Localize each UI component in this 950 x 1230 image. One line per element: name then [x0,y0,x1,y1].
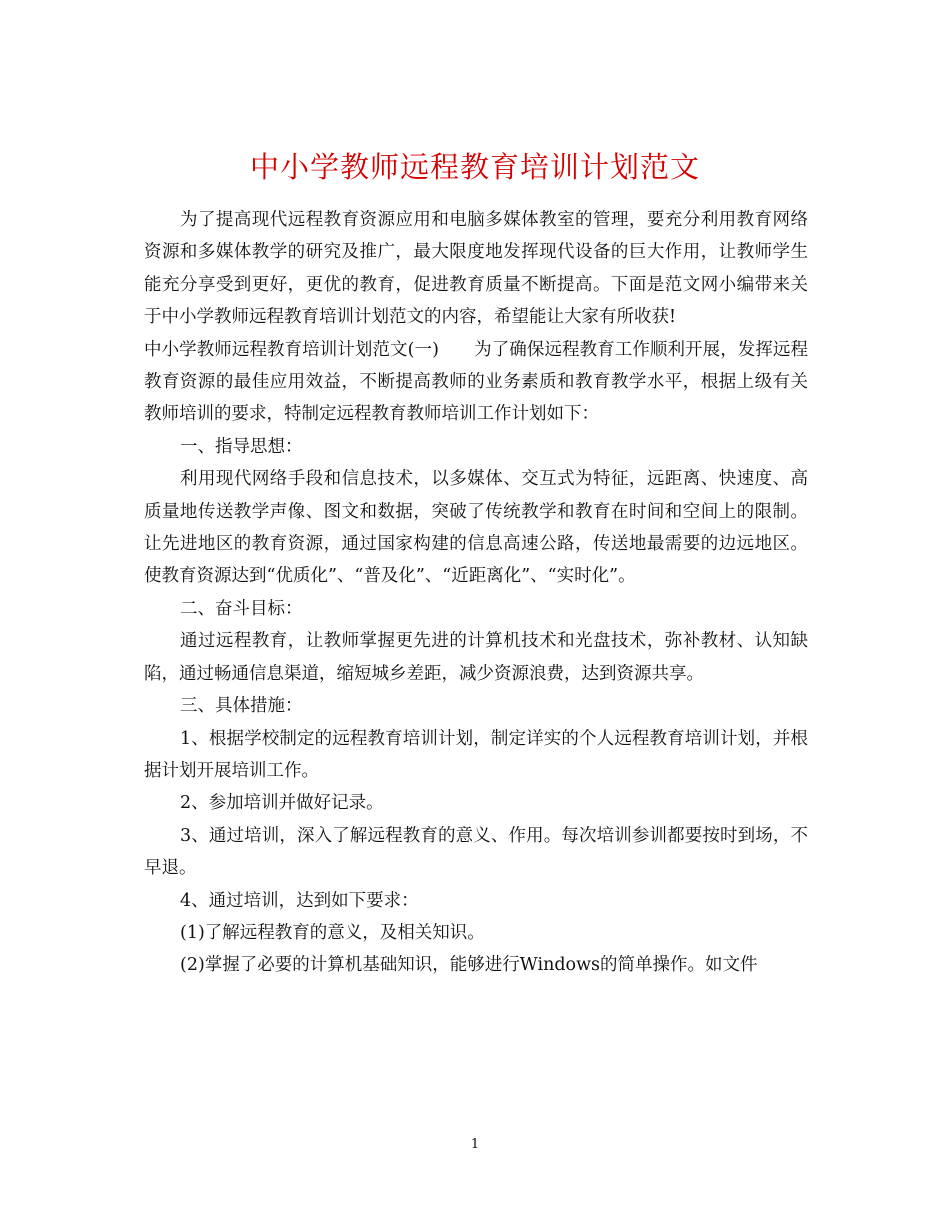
paragraph: 1、根据学校制定的远程教育培训计划，制定详实的个人远程教育培训计划，并根据计划开展培训工作。 [144,728,808,781]
paragraph: (1)了解远程教育的意义，及相关知识。 [180,922,485,943]
paragraph: 通过远程教育，让教师掌握更先进的计算机技术和光盘技术，弥补教材、认知缺陷，通过畅通信息渠道，缩短城乡差距，减少资源浪费，达到资源共享。 [144,631,808,684]
paragraph: 一、指导思想： [180,436,303,457]
paragraph: 二、奋斗目标： [180,598,303,619]
paragraph: 3、通过培训，深入了解远程教育的意义、作用。每次培训参训都要按时到场，不早退。 [144,825,808,879]
page-number: 1 [470,1137,480,1152]
paragraph: (2)掌握了必要的计算机基础知识，能够进行Windows的简单操作。如文件 [180,955,758,976]
paragraph: 三、具体措施： [180,696,303,717]
paragraph: 中小学教师远程教育培训计划范文(一) 为了确保远程教育工作顺利开展，发挥远程教育资源的最佳应用效益，不断提高教师的业务素质和教育教学水平，根据上级有关教师培训的要求，特制定远程教育教师培训工作计划如下： [144,339,808,425]
paragraph: 2、参加培训并做好记录。 [180,793,384,814]
document-body [144,204,808,982]
paragraph: 为了提高现代远程教育资源应用和电脑多媒体教室的管理，要充分利用教育网络资源和多媒体教学的研究及推广，最大限度地发挥现代设备的巨大作用，让教师学生能充分享受到更好，更优的教育，促进教育质量不断提高。下面是范文网小编带来关于中小学教师远程教育培训计划范文的内容，希望能让大家有所收获! [144,210,808,328]
document-title: 中小学教师远程教育培训计划范文 [249,150,700,185]
paragraph: 4、通过培训，达到如下要求： [180,890,419,911]
paragraph: 利用现代网络手段和信息技术，以多媒体、交互式为特征，远距离、快速度、高质量地传送教学声像、图文和数据，突破了传统教学和教育在时间和空间上的限制。让先进地区的教育资源，通过国家构建的信息高速公路，传送地最需要的边远地区。使教育资源达到“优质化”、“普及化”、“近距离化”、“实时化”。 [144,469,808,587]
